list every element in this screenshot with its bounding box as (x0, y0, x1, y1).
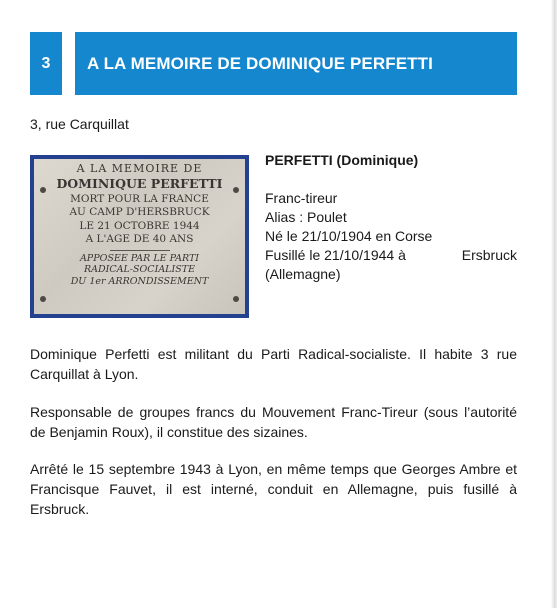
screw-icon (233, 187, 239, 193)
plaque-line: DU 1er ARRONDISSEMENT (70, 275, 209, 287)
plaque-line: MORT POUR LA FRANCE (70, 192, 209, 205)
page-edge-shadow (551, 0, 557, 608)
person-role: Franc-tireur (265, 190, 338, 206)
person-birth: Né le 21/10/1904 en Corse (265, 228, 433, 244)
paragraph: Dominique Perfetti est militant du Parti Radical-socialiste. Il habite 3 rue Carquillat à Lyon. (30, 346, 517, 382)
person-death (265, 246, 517, 265)
death-country: (Allemagne) (265, 266, 341, 282)
plaque-line: APPOSEE PAR LE PARTI (79, 252, 200, 264)
plaque-line: DOMINIQUE PERFETTI (56, 176, 223, 191)
paragraph: Arrêté le 15 septembre 1943 à Lyon, en même temps que Georges Ambre et Francisque Fauvet, il est interné, conduit en Allemagne, puis fusillé à Ersbruck. (30, 461, 517, 517)
person-name: PERFETTI (Dominique) (265, 152, 419, 168)
screw-icon (40, 187, 46, 193)
header-gap (62, 32, 75, 95)
person-alias: Alias : Poulet (265, 209, 347, 225)
section-header (30, 32, 517, 95)
plaque-line: A LA MEMOIRE DE (76, 162, 203, 175)
screw-icon (40, 296, 46, 302)
plaque-stone (34, 159, 245, 314)
death-text: Fusillé le 21/10/1944 à (265, 247, 406, 263)
death-place: Ersbruck (461, 247, 517, 263)
plaque-divider (110, 250, 170, 251)
section-title: A LA MEMOIRE DE DOMINIQUE PERFETTI (75, 32, 517, 95)
plaque-line: LE 21 OCTOBRE 1944 (79, 219, 200, 232)
plaque-line: A L'AGE DE 40 ANS (85, 233, 194, 245)
section-number: 3 (30, 32, 62, 95)
bio-summary (265, 151, 517, 284)
plaque-line: AU CAMP D'HERSBRUCK (69, 206, 210, 218)
paragraph: Responsable de groupes francs du Mouvement Franc-Tireur (sous l’autorité de Benjamin Roux), il constitue des sizaines. (30, 404, 517, 440)
address-text: 3, rue Carquillat (30, 116, 129, 132)
memorial-plaque-photo (30, 155, 249, 318)
screw-icon (233, 296, 239, 302)
plaque-line: RADICAL-SOCIALISTE (83, 264, 196, 275)
